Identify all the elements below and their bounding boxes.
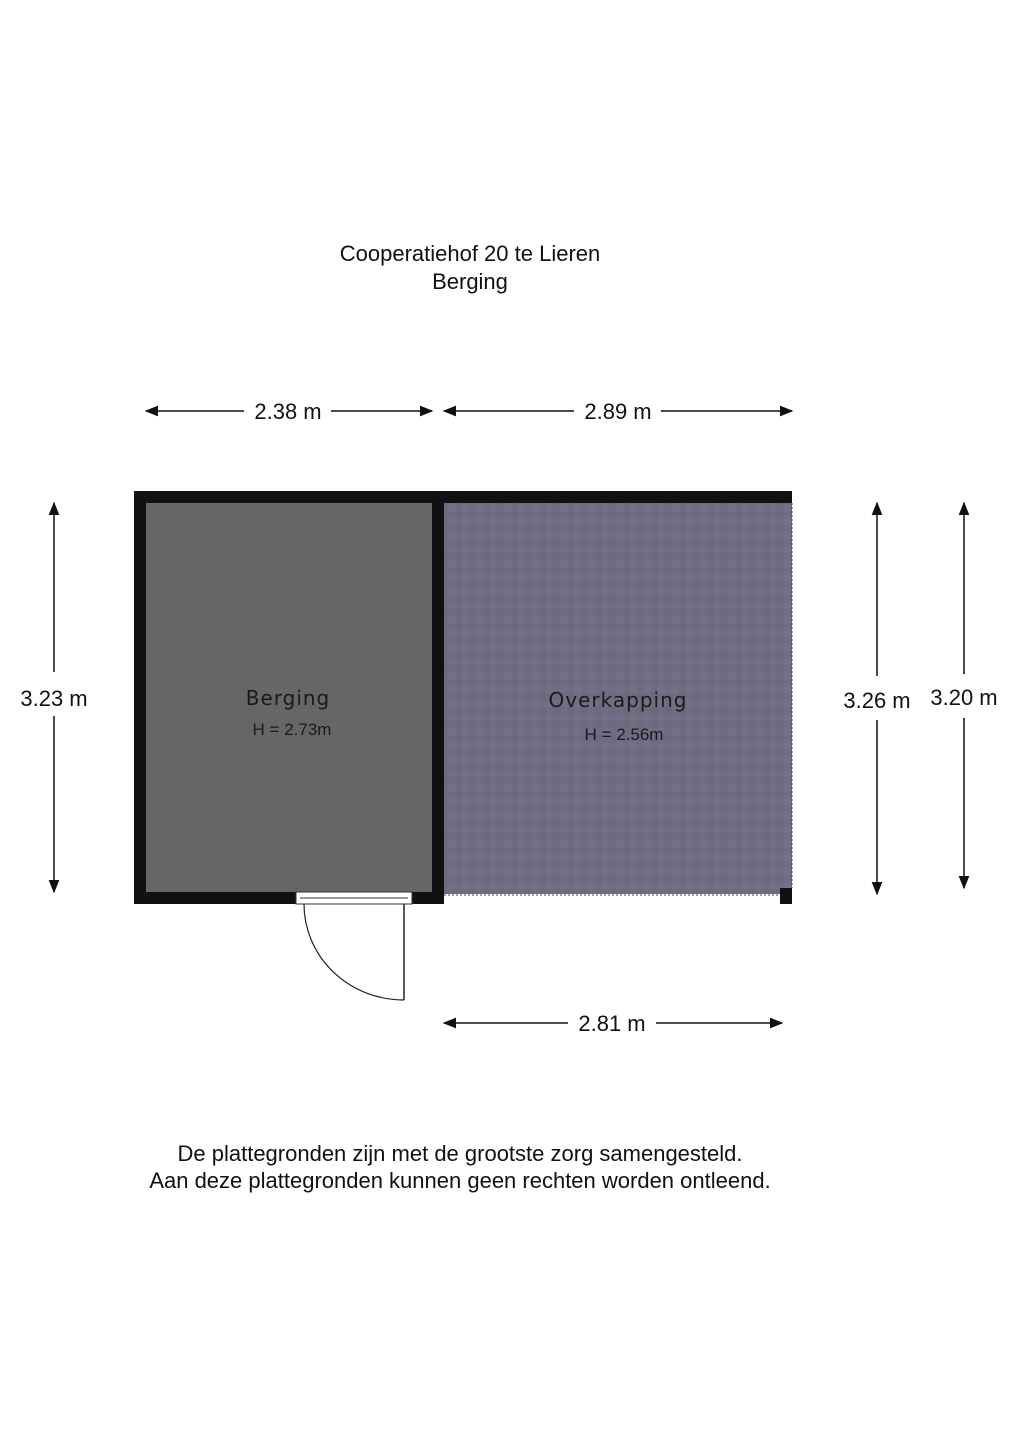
dim-right-outer: 3.20 m	[930, 685, 998, 710]
room-name-berging: Berging	[245, 686, 331, 710]
wall-top	[134, 491, 792, 503]
address-title: Cooperatiehof 20 te Lieren	[339, 241, 601, 266]
dim-left: 3.23 m	[20, 686, 88, 711]
door-swing	[304, 904, 404, 1000]
wall-bottom-left	[134, 892, 296, 904]
disclaimer-line-1: De plattegronden zijn met de grootste zorg samengesteld.	[177, 1141, 743, 1166]
disclaimer	[60, 1140, 860, 1194]
dim-bottom: 2.81 m	[578, 1011, 646, 1036]
dim-top-right: 2.89 m	[584, 399, 652, 424]
disclaimer-line-2: Aan deze plattegronden kunnen geen rechten worden ontleend.	[149, 1168, 771, 1193]
dim-right-inner: 3.26 m	[843, 688, 911, 713]
dim-top-left: 2.38 m	[254, 399, 322, 424]
floor-title: Berging	[432, 269, 508, 294]
wall-bottom-right	[412, 892, 444, 904]
room-height-overkapping: H = 2.56m	[584, 725, 664, 744]
post	[780, 888, 792, 904]
wall-left	[134, 491, 146, 904]
room-name-overkapping: Overkapping	[548, 688, 688, 712]
wall-middle	[432, 491, 444, 904]
door	[296, 892, 412, 1000]
room-height-berging: H = 2.73m	[252, 720, 332, 739]
